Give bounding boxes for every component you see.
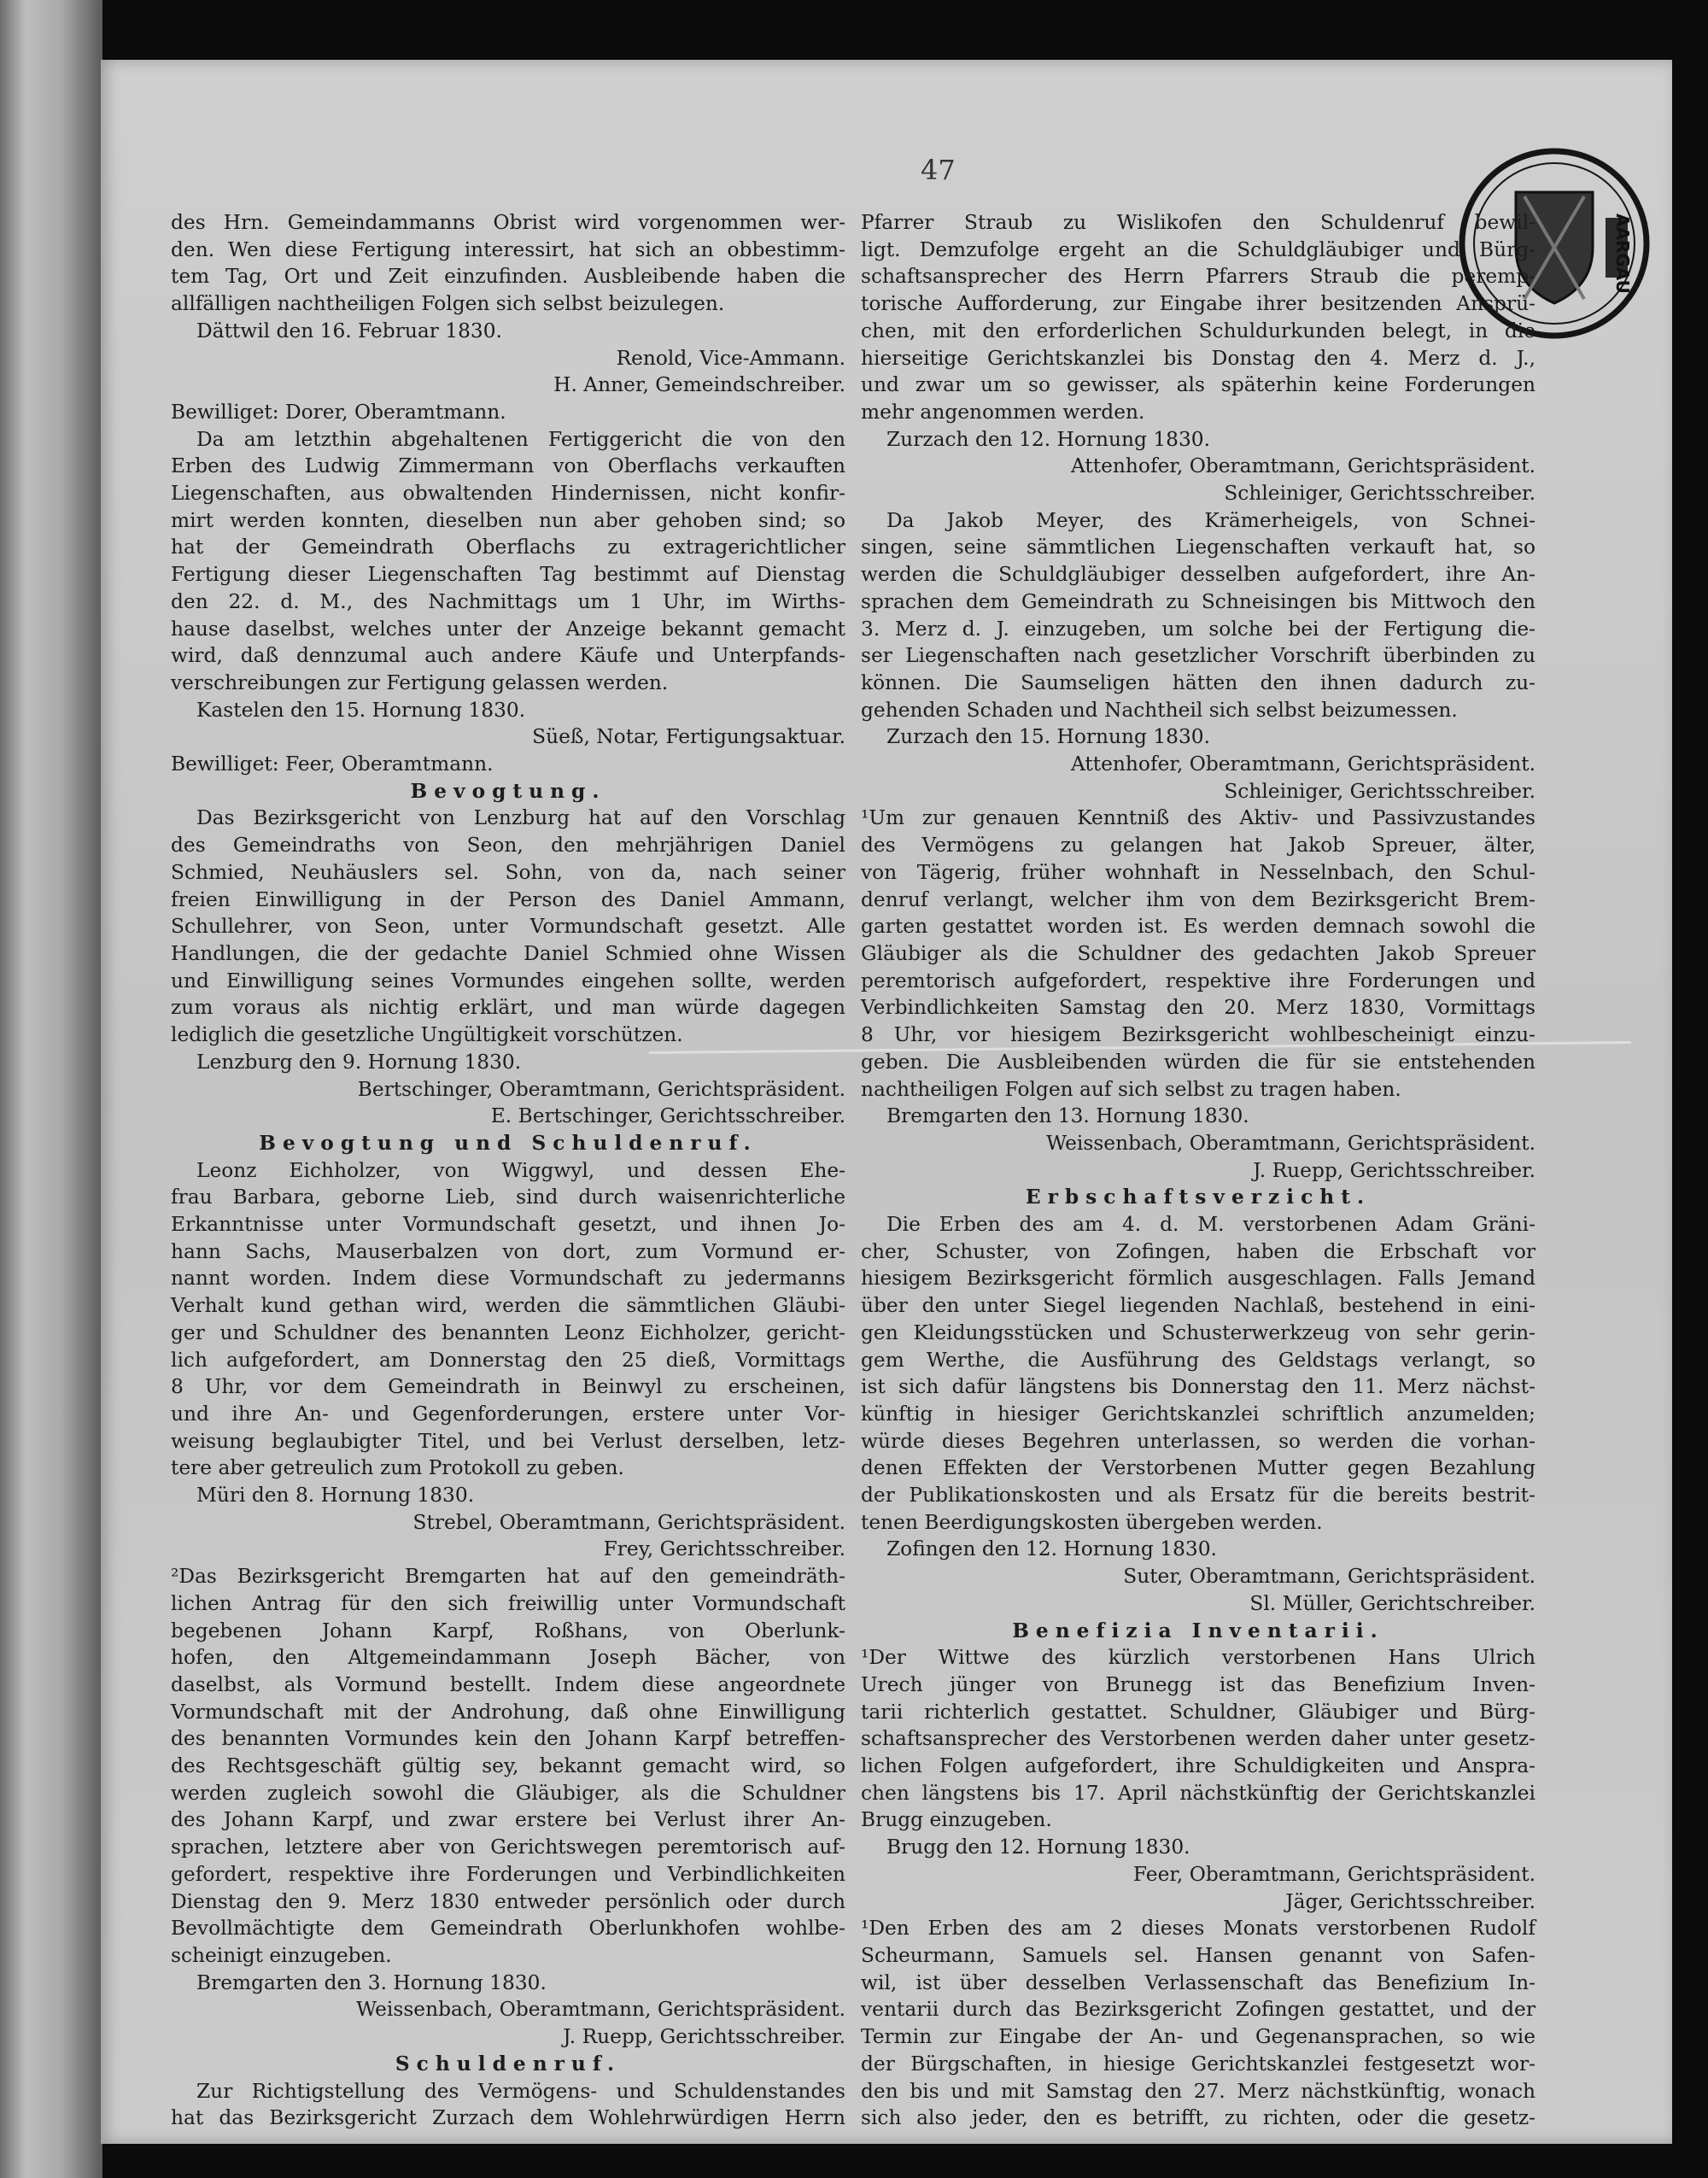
left-column-line: Bewilliget: Dorer, Oberamtmann. xyxy=(171,400,506,424)
right-column-line: 8 Uhr, vor hiesigem Bezirksgericht wohlbescheinigt einzu- xyxy=(861,1023,1535,1047)
right-column-line: Bremgarten den 13. Hornung 1830. xyxy=(886,1104,1249,1128)
right-column-line: von Tägerig, früher wohnhaft in Nesselnbach, den Schul- xyxy=(861,860,1535,884)
right-column-line: peremtorisch aufgefordert, respektive ihre Forderungen und xyxy=(861,969,1535,992)
left-column-line: Weissenbach, Oberamtmann, Gerichtspräsident. xyxy=(356,1998,845,2022)
right-column-line: würde dieses Begehren unterlassen, so werden die vorhan- xyxy=(861,1429,1535,1453)
left-column-line: des Rechtsgeschäft gültig sey, bekannt gemacht wird, so xyxy=(171,1754,845,1778)
left-column-line: lediglich die gesetzliche Ungültigkeit vorschützen. xyxy=(171,1023,683,1047)
right-column-line: tenen Beerdigungskosten übergeben werden. xyxy=(861,1510,1323,1534)
right-column-line: torische Aufforderung, zur Eingabe ihrer besitzenden Ansprü- xyxy=(861,292,1535,316)
left-column-line: Vormundschaft mit der Androhung, daß ohne Einwilligung xyxy=(171,1700,845,1724)
left-column-line: Bevollmächtigte dem Gemeindrath Oberlunkhofen wohlbe- xyxy=(171,1917,845,1941)
left-column-line: freien Einwilligung in der Person des Daniel Ammann, xyxy=(171,887,845,911)
right-column-line: Benefizia Inventarii. xyxy=(1012,1619,1384,1642)
left-column-line: hofen, den Altgemeindammann Joseph Bächer, von xyxy=(171,1646,845,1670)
left-column-line: Dättwil den 16. Februar 1830. xyxy=(196,319,502,343)
right-column-line: sprachen dem Gemeindrath zu Schneisingen bis Mittwoch den xyxy=(861,589,1535,613)
left-column-line: Erkanntnisse unter Vormundschaft gesetzt, und ihnen Jo- xyxy=(171,1213,845,1237)
stamp-text: AARGAU xyxy=(1612,214,1633,294)
left-column-line: des benannten Vormundes kein den Johann Karpf betreffen- xyxy=(171,1727,845,1751)
left-column-line: des Gemeindraths von Seon, den mehrjährigen Daniel xyxy=(171,834,845,858)
left-column-line: frau Barbara, geborne Lieb, sind durch waisenrichterliche xyxy=(171,1186,845,1209)
left-column-line: Verhalt kund gethan wird, werden die sämmtlichen Gläubi- xyxy=(171,1294,845,1318)
right-column-line: chen längstens bis 17. April nächstkünftig der Gerichtskanzlei xyxy=(861,1781,1535,1805)
right-column-line: Feer, Oberamtmann, Gerichtspräsident. xyxy=(1132,1862,1535,1886)
right-column-line: denen Effekten der Verstorbenen Mutter gegen Bezahlung xyxy=(861,1456,1535,1480)
right-column-line: ist sich dafür längstens bis Donnerstag den 11. Merz nächst- xyxy=(861,1375,1535,1399)
right-column-line: chen, mit den erforderlichen Schuldurkunden belegt, in die xyxy=(861,319,1535,343)
right-column-line: lichen Folgen aufgefordert, ihre Schuldigkeiten und Anspra- xyxy=(861,1754,1535,1778)
right-column-line: Da Jakob Meyer, des Krämerheigels, von Schnei- xyxy=(886,508,1535,532)
left-column-line: zum voraus als nichtig erklärt, und man würde dagegen xyxy=(171,996,845,1020)
left-column-line: hat das Bezirksgericht Zurzach dem Wohlehrwürdigen Herrn xyxy=(171,2106,845,2130)
right-column-line: Verbindlichkeiten Samstag den 20. Merz 1830, Vormittags xyxy=(861,996,1535,1020)
right-column-line: garten gestattet worden ist. Es werden demnach sowohl die xyxy=(861,915,1535,939)
left-column-line: Schuldenruf. xyxy=(395,2052,622,2076)
right-column-line: mehr angenommen werden. xyxy=(861,400,1145,424)
right-column-line: gehenden Schaden und Nachtheil sich selbst beizumessen. xyxy=(861,698,1458,722)
right-column-line: ¹Um zur genauen Kenntniß des Aktiv- und Passivzustandes xyxy=(861,806,1535,830)
right-column-line: Zofingen den 12. Hornung 1830. xyxy=(886,1537,1217,1561)
left-column-line: Bewilliget: Feer, Oberamtmann. xyxy=(171,752,494,776)
right-column-line: Weissenbach, Oberamtmann, Gerichtspräsident. xyxy=(1046,1131,1535,1155)
right-column-line: J. Ruepp, Gerichtsschreiber. xyxy=(1253,1158,1535,1182)
right-column-line: denruf verlangt, welcher ihm von dem Bezirksgericht Brem- xyxy=(861,887,1535,911)
left-column-line: Kastelen den 15. Hornung 1830. xyxy=(196,698,526,722)
right-column-line: ventarii durch das Bezirksgericht Zofingen gestattet, und der xyxy=(861,1998,1535,2022)
left-column-line: Bremgarten den 3. Hornung 1830. xyxy=(196,1970,547,1994)
left-column-line: ger und Schuldner des benannten Leonz Eichholzer, gericht- xyxy=(171,1320,845,1344)
right-column-line: hiesigem Bezirksgericht förmlich ausgeschlagen. Falls Jemand xyxy=(861,1267,1535,1291)
right-column-line: Scheurmann, Samuels sel. Hansen genannt von Safen- xyxy=(861,1944,1535,1967)
right-column-line: ¹Den Erben des am 2 dieses Monats verstorbenen Rudolf xyxy=(861,1917,1535,1941)
left-column-line: Müri den 8. Hornung 1830. xyxy=(196,1484,475,1508)
right-column-line: über den unter Siegel liegenden Nachlaß, bestehend in eini- xyxy=(861,1294,1535,1318)
left-column-line: Liegenschaften, aus obwaltenden Hindernissen, nicht konfir- xyxy=(171,482,845,506)
left-column-line: des Hrn. Gemeindammanns Obrist wird vorgenommen wer- xyxy=(171,211,845,234)
right-column-line: Pfarrer Straub zu Wislikofen den Schuldenruf bewil- xyxy=(861,211,1535,234)
left-column-line: allfälligen nachtheiligen Folgen sich selbst beizulegen. xyxy=(171,292,725,316)
right-column-line: hierseitige Gerichtskanzlei bis Donstag den 4. Merz d. J., xyxy=(861,346,1535,370)
left-column-line: des Johann Karpf, und zwar erstere bei Verlust ihrer An- xyxy=(171,1808,845,1832)
left-column-line: ²Das Bezirksgericht Bremgarten hat auf den gemeindräth- xyxy=(171,1565,845,1589)
left-column-line: und ihre An- und Gegenforderungen, erstere unter Vor- xyxy=(171,1402,845,1426)
right-column-line: 3. Merz d. J. einzugeben, um solche bei der Fertigung die- xyxy=(861,617,1535,641)
left-column-line: hann Sachs, Mauserbalzen von dort, zum Vormund er- xyxy=(171,1239,845,1263)
right-column-line: Die Erben des am 4. d. M. verstorbenen Adam Gräni- xyxy=(886,1213,1535,1237)
left-column-line: 8 Uhr, vor dem Gemeindrath in Beinwyl zu erscheinen, xyxy=(171,1375,845,1399)
right-column-line: ¹Der Wittwe des kürzlich verstorbenen Hans Ulrich xyxy=(861,1646,1535,1670)
left-column-line: Strebel, Oberamtmann, Gerichtspräsident. xyxy=(412,1510,845,1534)
right-column-line: Brugg den 12. Hornung 1830. xyxy=(886,1835,1190,1859)
right-column-line: Urech jünger von Brunegg ist das Benefizium Inven- xyxy=(861,1672,1535,1696)
left-column-line: nannt worden. Indem diese Vormundschaft zu jedermanns xyxy=(171,1267,845,1291)
left-column-line: H. Anner, Gemeindschreiber. xyxy=(553,373,845,397)
right-column-line: singen, seine sämmtlichen Liegenschaften verkauft hat, so xyxy=(861,536,1535,559)
left-column-line: E. Bertschinger, Gerichtsschreiber. xyxy=(490,1104,845,1128)
left-column xyxy=(171,209,845,2132)
right-column-line: tarii richterlich gestattet. Schuldner, Gläubiger und Bürg- xyxy=(861,1700,1535,1724)
right-column-line: gem Werthe, die Ausführung des Geldstags verlangt, so xyxy=(861,1348,1535,1372)
left-column-line: Handlungen, die der gedachte Daniel Schmied ohne Wissen xyxy=(171,941,845,965)
left-column-line: Frey, Gerichtsschreiber. xyxy=(603,1537,845,1561)
left-column-line: Erben des Ludwig Zimmermann von Oberflachs verkauften xyxy=(171,454,845,478)
left-column-line: mirt werden konnten, dieselben nun aber gehoben sind; so xyxy=(171,508,845,532)
right-column-line: den bis und mit Samstag den 27. Merz nächstkünftig, wonach xyxy=(861,2079,1535,2103)
left-column-line: Zur Richtigstellung des Vermögens- und Schuldenstandes xyxy=(196,2079,845,2103)
left-column-line: Renold, Vice-Ammann. xyxy=(616,346,845,370)
right-column-line: werden die Schuldgläubiger desselben aufgefordert, ihre An- xyxy=(861,563,1535,587)
left-column-line: lichen Antrag für den sich freiwillig unter Vormundschaft xyxy=(171,1591,845,1615)
right-column-line: Suter, Oberamtmann, Gerichtspräsident. xyxy=(1123,1565,1535,1589)
left-column-line: hause daselbst, welches unter der Anzeige bekannt gemacht xyxy=(171,617,845,641)
left-column-line: lich aufgefordert, am Donnerstag den 25 dieß, Vormittags xyxy=(171,1348,845,1372)
left-column-line: gefordert, respektive ihre Forderungen und Verbindlichkeiten xyxy=(171,1862,845,1886)
right-column-line: sich also jeder, den es betrifft, zu richten, oder die gesetz- xyxy=(861,2106,1535,2130)
right-column-line: gen Kleidungsstücken und Schusterwerkzeug von sehr gerin- xyxy=(861,1320,1535,1344)
right-column-line: können. Die Saumseligen hätten den ihnen dadurch zu- xyxy=(861,670,1535,694)
left-column-line: tere aber getreulich zum Protokoll zu geben. xyxy=(171,1456,624,1480)
right-column-line: ligt. Demzufolge ergeht an die Schuldgläubiger und Bürg- xyxy=(861,237,1535,261)
right-column-line: und zwar um so gewisser, als späterhin keine Forderungen xyxy=(861,373,1535,397)
left-column-line: Schmied, Neuhäuslers sel. Sohn, von da, nach seiner xyxy=(171,860,845,884)
left-column-line: Süeß, Notar, Fertigungsaktuar. xyxy=(532,725,845,749)
left-column-line: daselbst, als Vormund bestellt. Indem diese angeordnete xyxy=(171,1672,845,1696)
right-column-line: Attenhofer, Oberamtmann, Gerichtspräsident. xyxy=(1070,454,1535,478)
left-column-line: Leonz Eichholzer, von Wiggwyl, und dessen Ehe- xyxy=(196,1158,845,1182)
right-column-line: schaftsansprecher des Herrn Pfarrers Straub die peremp- xyxy=(861,265,1535,289)
right-column-line: ser Liegenschaften nach gesetzlicher Vorschrift überbinden zu xyxy=(861,644,1535,668)
right-column-line: des Vermögens zu gelangen hat Jakob Spreuer, älter, xyxy=(861,834,1535,858)
left-column-line: Fertigung dieser Liegenschaften Tag bestimmt auf Dienstag xyxy=(171,563,845,587)
left-column-line: wird, daß dennzumal auch andere Käufe und Unterpfands- xyxy=(171,644,845,668)
right-column-line: Gläubiger als die Schuldner des gedachten Jakob Spreuer xyxy=(861,941,1535,965)
right-column-line: wil, ist über desselben Verlassenschaft das Benefizium In- xyxy=(861,1970,1535,1994)
right-column-line: Brugg einzugeben. xyxy=(861,1808,1052,1832)
left-column-line: Bevogtung. xyxy=(410,779,606,803)
right-column xyxy=(861,209,1535,2132)
right-column-line: schaftsansprecher des Verstorbenen werden daher unter gesetz- xyxy=(861,1727,1535,1751)
left-column-line: Dienstag den 9. Merz 1830 entweder persönlich oder durch xyxy=(171,1889,845,1913)
right-column-line: geben. Die Ausbleibenden würden die für sie entstehenden xyxy=(861,1050,1535,1074)
left-column-line: sprachen, letztere aber von Gerichtswegen peremtorisch auf- xyxy=(171,1835,845,1859)
right-column-line: Zurzach den 12. Hornung 1830. xyxy=(886,427,1211,451)
right-column-line: künftig in hiesiger Gerichtskanzlei schriftlich anzumelden; xyxy=(861,1402,1535,1426)
left-column-line: scheinigt einzugeben. xyxy=(171,1944,392,1967)
left-column-line: Bevogtung und Schuldenruf. xyxy=(259,1131,757,1155)
right-column-line: Schleiniger, Gerichtsschreiber. xyxy=(1224,482,1535,506)
right-column-line: der Bürgschaften, in hiesige Gerichtskanzlei festgesetzt wor- xyxy=(861,2052,1535,2076)
left-column-line: Das Bezirksgericht von Lenzburg hat auf den Vorschlag xyxy=(196,806,845,830)
left-column-line: Schullehrer, von Seon, unter Vormundschaft gesetzt. Alle xyxy=(171,915,845,939)
page-number: 47 xyxy=(921,154,956,186)
left-column-line: hat der Gemeindrath Oberflachs zu extragerichtlicher xyxy=(171,536,845,559)
left-column-line: tem Tag, Ort und Zeit einzufinden. Ausbleibende haben die xyxy=(171,265,845,289)
right-column-line: Sl. Müller, Gerichtschreiber. xyxy=(1249,1591,1535,1615)
left-column-line: werden zugleich sowohl die Gläubiger, als die Schuldner xyxy=(171,1781,845,1805)
left-column-line: J. Ruepp, Gerichtsschreiber. xyxy=(563,2025,845,2049)
right-column-line: Zurzach den 15. Hornung 1830. xyxy=(886,725,1211,749)
right-column-line: Termin zur Eingabe der An- und Gegenansprachen, so wie xyxy=(861,2025,1535,2049)
right-column-line: Attenhofer, Oberamtmann, Gerichtspräsident. xyxy=(1070,752,1535,776)
left-column-line: und Einwilligung seines Vormundes eingehen sollte, werden xyxy=(171,969,845,992)
left-column-line: Bertschinger, Oberamtmann, Gerichtspräsident. xyxy=(357,1077,845,1101)
left-column-line: den 22. d. M., des Nachmittags um 1 Uhr, im Wirths- xyxy=(171,589,845,613)
right-column-line: Schleiniger, Gerichtsschreiber. xyxy=(1224,779,1535,803)
right-column-line: Jäger, Gerichtsschreiber. xyxy=(1285,1889,1535,1913)
right-column-line: cher, Schuster, von Zofingen, haben die Erbschaft vor xyxy=(861,1239,1535,1263)
left-column-line: verschreibungen zur Fertigung gelassen werden. xyxy=(171,670,669,694)
left-column-line: weisung beglaubigter Titel, und bei Verlust derselben, letz- xyxy=(171,1429,845,1453)
left-column-line: Da am letzthin abgehaltenen Fertiggericht die von den xyxy=(196,427,845,451)
right-column-line: nachtheiligen Folgen auf sich selbst zu tragen haben. xyxy=(861,1077,1401,1101)
left-column-line: Lenzburg den 9. Hornung 1830. xyxy=(196,1050,522,1074)
book-spine xyxy=(0,0,102,2178)
left-column-line: den. Wen diese Fertigung interessirt, hat sich an obbestimm- xyxy=(171,237,845,261)
right-column-line: der Publikationskosten und als Ersatz für die bereits bestrit- xyxy=(861,1484,1535,1508)
right-column-line: Erbschaftsverzicht. xyxy=(1025,1186,1372,1209)
left-column-line: begebenen Johann Karpf, Roßhans, von Oberlunk- xyxy=(171,1619,845,1642)
